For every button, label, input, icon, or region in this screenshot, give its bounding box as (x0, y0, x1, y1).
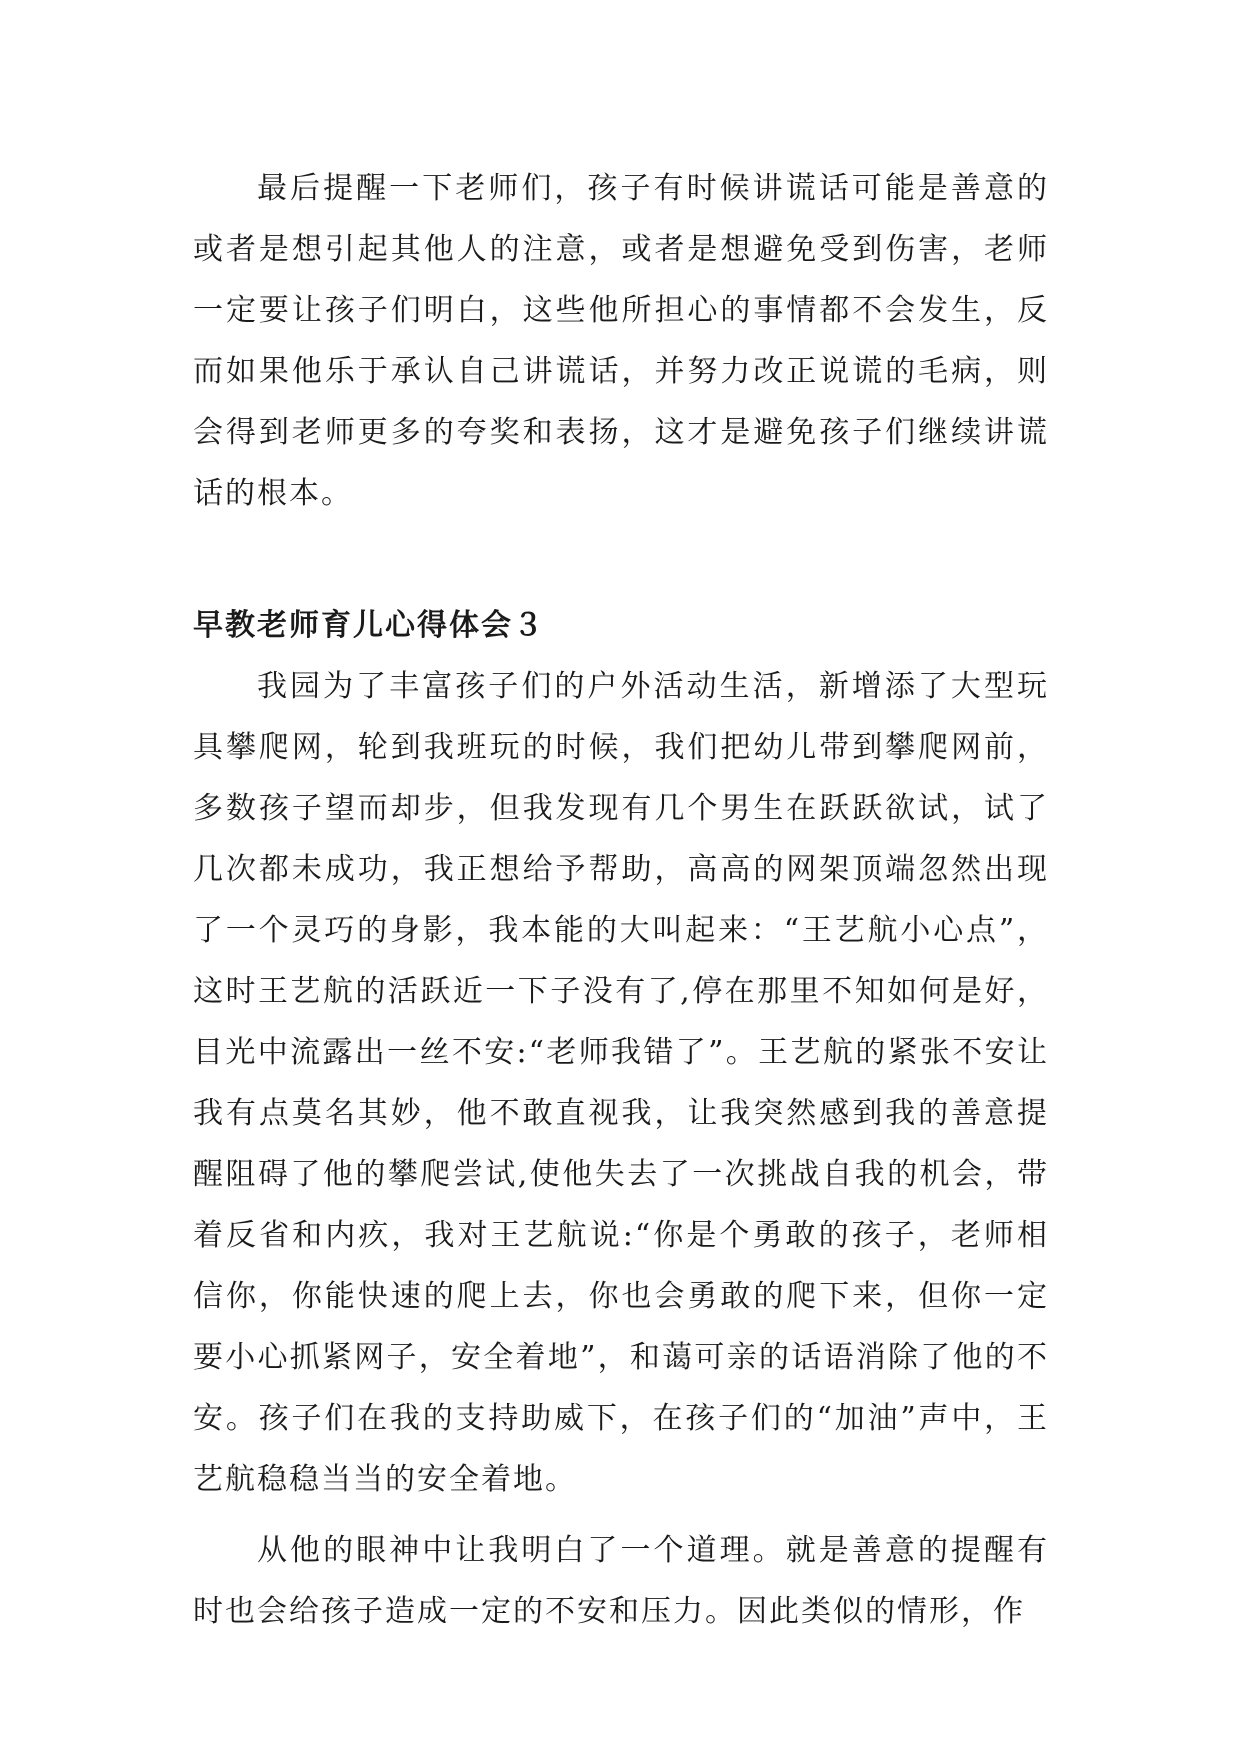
paragraph-story: 我园为了丰富孩子们的户外活动生活，新增添了大型玩具攀爬网，轮到我班玩的时候，我们把幼儿带到攀爬网前，多数孩子望而却步，但我发现有几个男生在跃跃欲试，试了几次都未成功，我正想给予帮助，高高的网架顶端忽然出现了一个灵巧的身影，我本能的大叫起来：“王艺航小心点”，这时王艺航的活跃近一下子没有了,停在那里不知如何是好，目光中流露出一丝不安:“老师我错了”。王艺航的紧张不安让我有点莫名其妙，他不敢直视我，让我突然感到我的善意提醒阻碍了他的攀爬尝试,使他失去了一次挑战自我的机会，带着反省和内疚，我对王艺航说:“你是个勇敢的孩子，老师相信你，你能快速的爬上去，你也会勇敢的爬下来，但你一定要小心抓紧网子，安全着地”，和蔼可亲的话语消除了他的不安。孩子们在我的支持助威下，在孩子们的“加油”声中，王艺航稳稳当当的安全着地。 (193, 669, 1049, 1497)
paragraph-lesson: 从他的眼神中让我明白了一个道理。就是善意的提醒有时也会给孩子造成一定的不安和压力。因此类似的情形，作 (193, 1533, 1049, 1629)
section-heading: 早教老师育儿心得体会３ (193, 608, 545, 643)
document-body (193, 158, 1049, 1642)
paragraph-reminder: 最后提醒一下老师们，孩子有时候讲谎话可能是善意的或者是想引起其他人的注意，或者是想避免受到伤害，老师一定要让孩子们明白，这些他所担心的事情都不会发生，反而如果他乐于承认自己讲谎话，并努力改正说谎的毛病，则会得到老师更多的夸奖和表扬，这才是避免孩子们继续讲谎话的根本。 (193, 171, 1049, 511)
